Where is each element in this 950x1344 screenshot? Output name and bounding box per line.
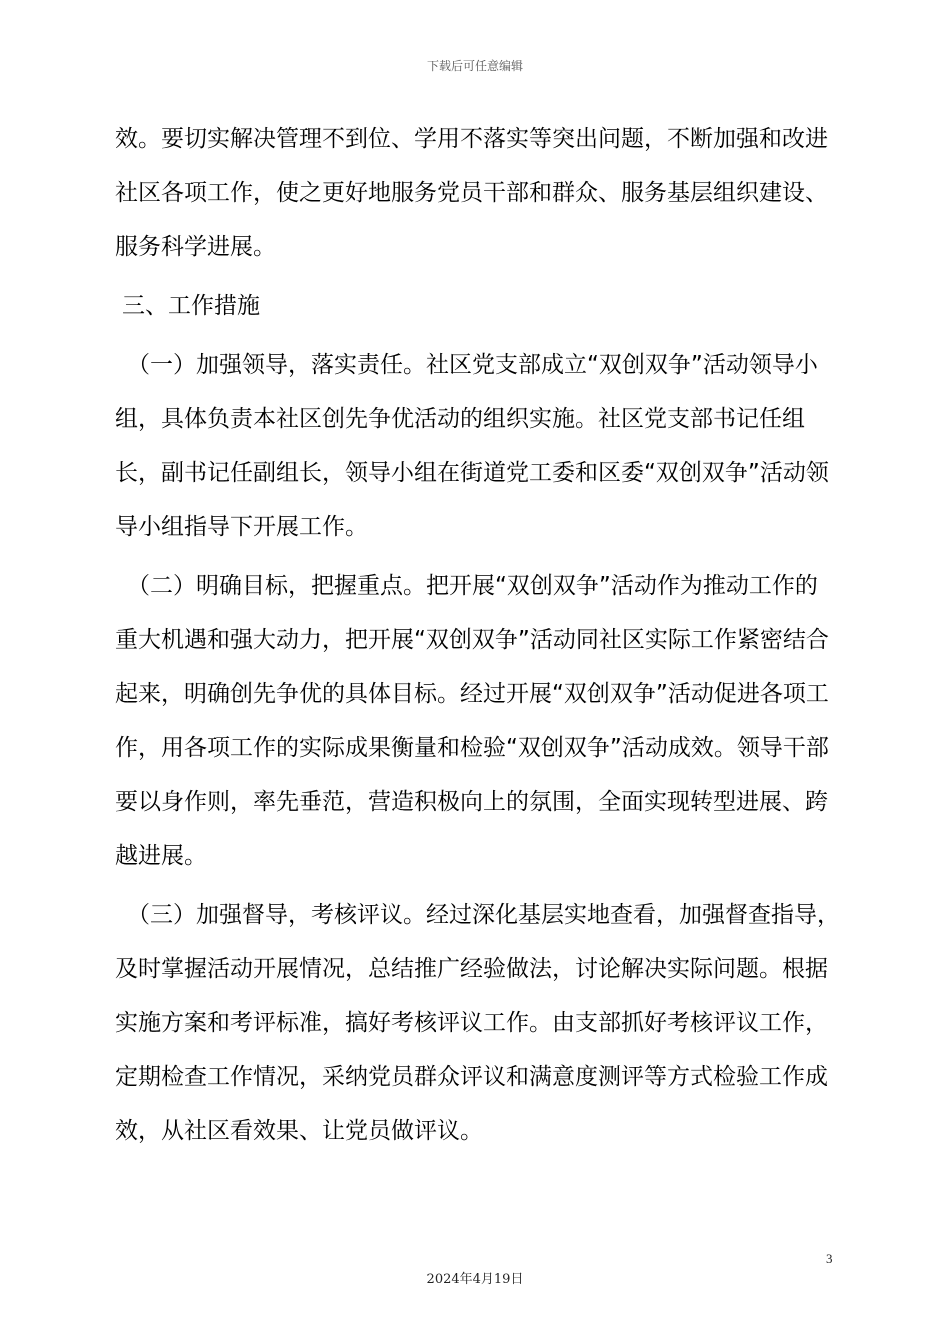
- measure-paragraph-2: [115, 559, 840, 883]
- measure-2-text: （二）明确目标，把握重点。把开展“双创双争”活动作为推动工作的重大机遇和强大动力，把开展“双创双争”活动同社区实际工作紧密结合起来，明确创先争优的具体目标。经过开展“双创双争”活动促进各项工作，用各项工作的实际成果衡量和检验“双创双争”活动成效。领导干部要以身作则，率先垂范，营造积极向上的氛围，全面实现转型进展、跨越进展。: [115, 573, 829, 869]
- measure-paragraph-1: [115, 338, 840, 554]
- measure-3-text: （三）加强督导，考核评议。经过深化基层实地查看，加强督查指导，及时掌握活动开展情况，总结推广经验做法，讨论解决实际问题。根据实施方案和考评标准，搞好考核评议工作。由支部抓好考核评议工作，定期检查工作情况，采纳党员群众评议和满意度测评等方式检验工作成效，从社区看效果、让党员做评议。: [115, 902, 840, 1144]
- measure-paragraph-3: [115, 888, 840, 1158]
- section-heading: 三、工作措施: [122, 293, 260, 319]
- page-number: 3: [826, 1251, 833, 1266]
- header-note: 下载后可任意编辑: [426, 59, 523, 73]
- intro-paragraph: 效。要切实解决管理不到位、学用不落实等突出问题，不断加强和改进社区各项工作，使之更好地服务党员干部和群众、服务基层组织建设、服务科学进展。: [115, 126, 828, 260]
- document-body: [115, 112, 840, 1163]
- measure-1-text: （一）加强领导，落实责任。社区党支部成立“双创双争”活动领导小组，具体负责本社区创先争优活动的组织实施。社区党支部书记任组长，副书记任副组长，领导小组在街道党工委和区委“双创双争”活动领导小组指导下开展工作。: [115, 352, 829, 540]
- footer-date: 2024年4月19日: [426, 1272, 524, 1287]
